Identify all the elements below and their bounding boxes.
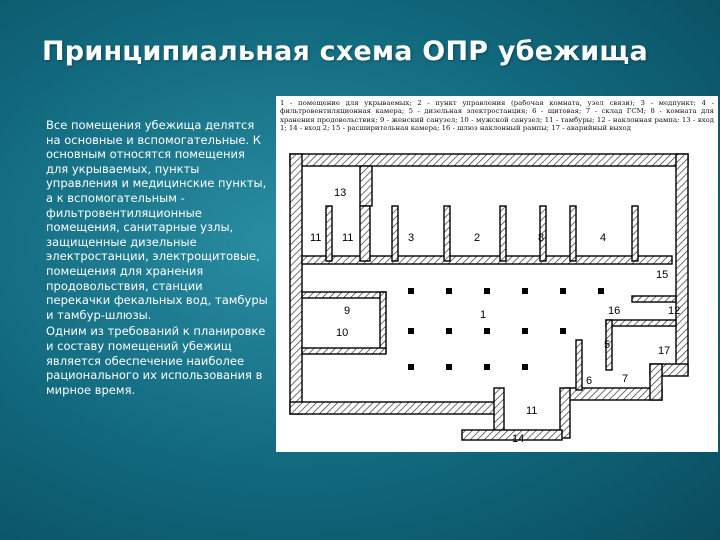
label-17: 17 bbox=[658, 345, 671, 357]
wall-east bbox=[676, 154, 688, 374]
label-15: 15 bbox=[656, 269, 669, 281]
label-7: 7 bbox=[622, 373, 629, 385]
shelter-plan-figure bbox=[276, 96, 718, 452]
label-2: 2 bbox=[474, 232, 481, 244]
plan-legend: 1 - помещение для укрываемых; 2 - пункт управления (рабочая комната, узел связи); 3 - медпункт; 4 - фильтровентиляционная камера; 5 - дизельная электростанция; 6 - щитовая; 7 - склад ГСМ; 8 - комната для хранения продовольствия; 9 - женский санузел; 10 - мужской санузел; 11 - тамбуры; 12 - наклонная рампа; 13 - вход 1; 14 - вход 2; 15 - расширительная камера; 16 - шлюз наклонный рампы; 17 - аварийный выход bbox=[280, 99, 714, 132]
wall-south-left bbox=[290, 402, 496, 414]
label-5: 5 bbox=[604, 339, 611, 351]
label-13: 13 bbox=[334, 187, 347, 199]
label-11a: 11 bbox=[310, 232, 322, 244]
label-8: 8 bbox=[538, 232, 545, 244]
label-3: 3 bbox=[408, 232, 415, 244]
body-paragraph-2: Одним из требований к планировке и составу помещений убежищ является обеспечение наиболее рационального их использования в мирное время. bbox=[46, 324, 266, 397]
wall-east-lower bbox=[650, 364, 662, 400]
label-9: 9 bbox=[344, 305, 351, 317]
slide-title: Принципиальная схема ОПР убежища bbox=[42, 36, 648, 67]
label-11c: 11 bbox=[526, 405, 538, 417]
shelter-floor-plan bbox=[276, 96, 718, 452]
wall-west bbox=[290, 154, 302, 414]
label-16: 16 bbox=[608, 305, 621, 317]
label-6: 6 bbox=[586, 375, 593, 387]
label-4: 4 bbox=[600, 232, 607, 244]
body-text bbox=[46, 118, 268, 399]
wall-13 bbox=[360, 166, 372, 206]
label-11b: 11 bbox=[342, 232, 354, 244]
label-14: 14 bbox=[512, 433, 525, 445]
label-12: 12 bbox=[668, 305, 681, 317]
wall-row-upper bbox=[302, 256, 672, 264]
label-1: 1 bbox=[480, 309, 487, 321]
wall-north bbox=[290, 154, 688, 166]
label-10: 10 bbox=[336, 327, 349, 339]
body-paragraph-1: Все помещения убежища делятся на основные и вспомогательные. К основным относятся помещения для укрываемых, пункты управления и медицинские пункты, а к вспомогательным - фильтровентиляционные помещения, санитарные узлы, защищенные дизельные электростанции, электрощитовые, помещения для хранения продовольствия, станции перекачки фекальных вод, тамбуры и тамбур-шлюзы. bbox=[46, 118, 268, 322]
